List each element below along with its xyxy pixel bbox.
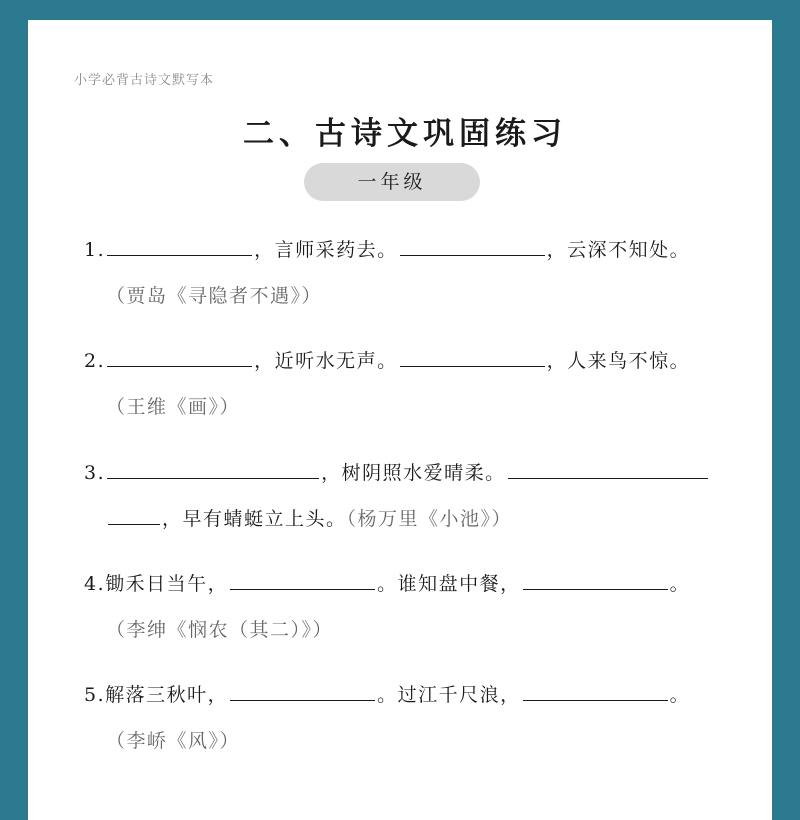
question-text: ，树阴照水爱晴柔。 <box>321 462 506 484</box>
question-text: 解落三秋叶， <box>105 684 229 706</box>
question-1 <box>84 237 690 263</box>
question-text: 。谁知盘中餐， <box>377 573 521 595</box>
answer-blank[interactable] <box>107 237 252 256</box>
grade-badge: 一年级 <box>304 163 480 201</box>
question-text: ，言师采药去。 <box>254 239 398 261</box>
question-3 <box>84 460 710 486</box>
question-text: ，早有蜻蜓立上头。 <box>162 508 347 530</box>
answer-blank[interactable] <box>107 348 252 367</box>
question-3-source: （杨万里《小池》） <box>346 508 513 530</box>
question-text: 。 <box>669 684 691 706</box>
answer-blank[interactable] <box>230 571 375 590</box>
question-number: 1. <box>84 239 106 261</box>
question-text: 锄禾日当午， <box>105 573 229 595</box>
answer-blank[interactable] <box>523 682 668 701</box>
answer-blank[interactable] <box>400 348 545 367</box>
question-text: ，人来鸟不惊。 <box>546 350 691 372</box>
question-text: ，近听水无声。 <box>254 350 398 372</box>
page-title: 二、古诗文巩固练习 <box>243 116 567 152</box>
answer-blank[interactable] <box>107 460 319 479</box>
question-2-source: （王维《画》） <box>106 396 241 418</box>
question-5 <box>84 682 690 708</box>
question-number: 4. <box>84 573 106 595</box>
question-3-line2 <box>106 506 512 532</box>
question-2 <box>84 348 690 374</box>
question-number: 3. <box>84 462 106 484</box>
question-5-source: （李峤《风》） <box>106 730 241 752</box>
question-number: 2. <box>84 350 106 372</box>
question-4-source: （李绅《悯农（其二）》） <box>106 619 334 641</box>
question-text: 。过江千尺浪， <box>377 684 521 706</box>
answer-blank[interactable] <box>523 571 668 590</box>
answer-blank[interactable] <box>400 237 545 256</box>
answer-blank[interactable] <box>508 460 708 479</box>
question-number: 5. <box>84 684 106 706</box>
question-text: ，云深不知处。 <box>546 239 691 261</box>
question-1-source: （贾岛《寻隐者不遇》） <box>106 285 323 307</box>
answer-blank[interactable] <box>108 506 160 525</box>
series-header: 小学必背古诗文默写本 <box>74 73 215 88</box>
worksheet-page <box>28 20 772 820</box>
answer-blank[interactable] <box>230 682 375 701</box>
question-4 <box>84 571 690 597</box>
question-text: 。 <box>669 573 691 595</box>
